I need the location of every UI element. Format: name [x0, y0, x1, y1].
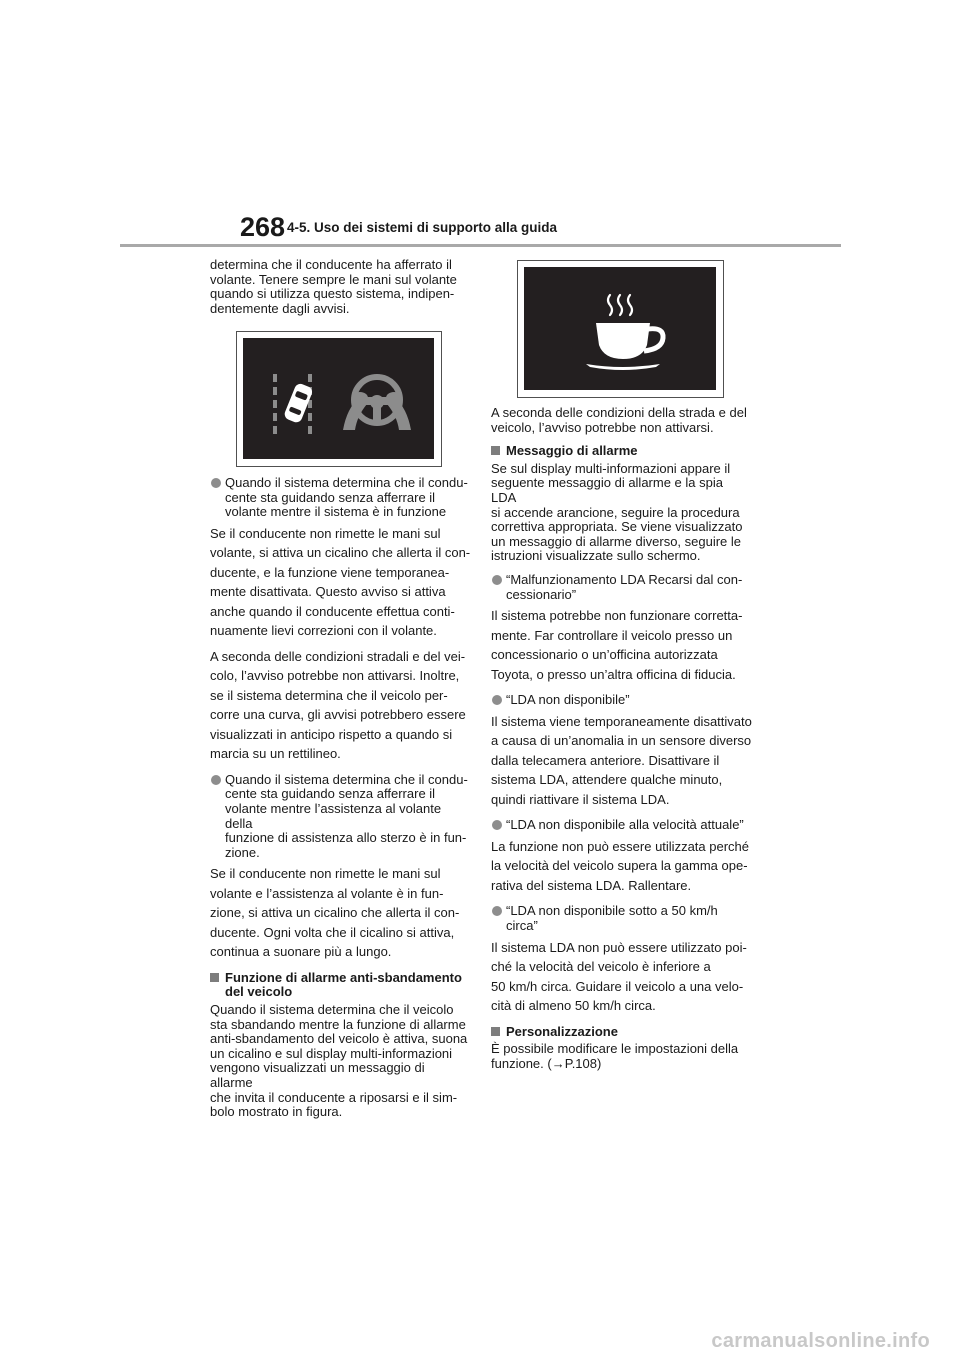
text-line: veicolo, l’avviso potrebbe non attivarsi.	[491, 419, 714, 435]
text-line: ché la velocità del veicolo è inferiore a	[491, 959, 711, 974]
text-line: volante mentre l’assistenza al volante della	[225, 800, 442, 831]
text-line: zione.	[225, 844, 260, 860]
bullet-item	[491, 693, 751, 708]
right-body	[491, 406, 751, 1071]
text-line: si accende arancione, seguire la procedura	[491, 504, 740, 520]
bullet-item	[210, 476, 468, 520]
text-line: volante e l’assistenza al volante è in fun-	[210, 885, 444, 901]
bullet-item	[491, 818, 751, 833]
paragraph	[210, 647, 468, 764]
page-number: 268	[240, 212, 286, 242]
text-line: a causa di un’anomalia in un sensore diverso	[491, 733, 752, 749]
section-heading	[210, 971, 468, 1000]
paragraph	[491, 462, 751, 564]
paragraph	[491, 406, 751, 435]
bullet-item	[491, 573, 751, 602]
text-line: Il sistema LDA non può essere utilizzato poi-	[491, 939, 747, 955]
text-line: Se sul display multi-informazioni appare il	[491, 460, 731, 476]
left-body	[210, 475, 471, 1120]
section-heading	[491, 444, 751, 459]
section-title: 4-5. Uso dei sistemi di supporto alla guida	[287, 220, 558, 235]
text-line: quando si utilizza questo sistema, indipen-	[210, 286, 455, 302]
text-line: Quando il sistema determina che il veicolo	[210, 1002, 454, 1018]
text-line: volante mentre il sistema è in funzione	[225, 504, 447, 520]
text-line: cente sta guidando senza afferrare il	[225, 786, 436, 802]
bullet-dot	[492, 820, 502, 830]
bullet-dot	[492, 906, 502, 916]
text-line: A seconda delle condizioni stradali e del vei-	[210, 648, 466, 664]
bullet-item	[491, 904, 751, 933]
text-line: funzione. (→P.108)	[491, 1055, 602, 1071]
bullet-item	[210, 773, 468, 861]
heading-marker	[491, 1027, 500, 1036]
text-line: volante, si attiva un cicalino che allerta il con-	[210, 545, 471, 561]
paragraph	[491, 712, 751, 810]
paragraph	[210, 1003, 468, 1120]
paragraph	[210, 524, 471, 641]
text-line: marcia su un rettilineo.	[210, 746, 341, 762]
text-line: Personalizzazione	[506, 1023, 618, 1039]
text-line: cità di almeno 50 km/h circa.	[491, 998, 656, 1013]
heading-marker	[491, 446, 500, 455]
paragraph	[491, 938, 751, 1016]
text-line: un messaggio di allarme diverso, seguire le	[491, 533, 742, 549]
text-line: Quando il sistema determina che il condu-	[225, 771, 468, 787]
bullet-dot	[211, 478, 221, 488]
text-line: Messaggio di allarme	[506, 443, 638, 459]
text-line: ducente, e la funzione viene temporanea-	[210, 564, 450, 580]
paragraph	[491, 606, 751, 684]
text-line: cente sta guidando senza afferrare il	[225, 489, 436, 505]
text-line: Quando il sistema determina che il condu-	[225, 475, 468, 490]
text-line: “Malfunzionamento LDA Recarsi dal con-	[506, 571, 743, 587]
text-line: sistema LDA, attendere qualche minuto,	[491, 772, 723, 788]
text-line: anti-sbandamento del veicolo è attiva, suona	[210, 1031, 468, 1047]
text-line: concessionario o un’officina autorizzata	[491, 647, 718, 663]
text-line: bolo mostrato in figura.	[210, 1104, 343, 1120]
paragraph	[491, 837, 751, 896]
text-line: rativa del sistema LDA. Rallentare.	[491, 877, 692, 893]
display-screen	[524, 267, 716, 390]
bullet-dot	[492, 575, 502, 585]
lane-departure-car-icon	[243, 338, 434, 459]
text-line: vengono visualizzati un messaggio di allarme	[210, 1060, 425, 1090]
bullet-dot	[211, 775, 221, 785]
text-line: determina che il conducente ha afferrato il	[210, 257, 452, 272]
text-line: mente. Far controllare il veicolo presso un	[491, 627, 733, 643]
text-line: visualizzati in anticipo rispetto a quando si	[210, 726, 453, 742]
text-line: cessionario”	[506, 586, 577, 602]
coffee-cup-figure	[517, 260, 724, 398]
section-heading	[491, 1025, 751, 1040]
text-line: del veicolo	[225, 984, 293, 1000]
text-line: mente disattivata. Questo avviso si attiva	[210, 584, 446, 600]
text-line: Funzione di allarme anti-sbandamento	[225, 969, 462, 985]
text-line: se il sistema determina che il veicolo per-	[210, 687, 448, 703]
watermark: carmanualsonline.info	[711, 1330, 930, 1352]
text-line: dalla telecamera anteriore. Disattivare il	[491, 752, 720, 768]
paragraph	[491, 1042, 751, 1071]
text-line: La funzione non può essere utilizzata perché	[491, 838, 750, 854]
coffee-cup-icon	[524, 267, 716, 390]
text-line: “LDA non disponibile sotto a 50 km/h circa”	[506, 903, 718, 933]
text-line: quindi riattivare il sistema LDA.	[491, 791, 670, 807]
text-line: A seconda delle condizioni della strada e del	[491, 405, 747, 420]
text-line: nuamente lievi correzioni con il volante.	[210, 623, 437, 639]
text-line: un cicalino e sul display multi-informazioni	[210, 1045, 453, 1061]
text-line: dentemente dagli avvisi.	[210, 300, 350, 316]
hands-off-warning-figure	[236, 331, 442, 467]
text-line: Se il conducente non rimette le mani sul	[210, 866, 441, 882]
text-line: anche quando il conducente effettua conti-	[210, 603, 455, 619]
text-line: che invita il conducente a riposarsi e il sim-	[210, 1089, 458, 1105]
left-intro	[210, 258, 468, 316]
heading-marker	[210, 973, 219, 982]
text-line: Il sistema potrebbe non funzionare corretta-	[491, 608, 743, 624]
text-line: zione, si attiva un cicalino che allerta il con-	[210, 905, 460, 921]
text-line: continua a suonare più a lungo.	[210, 944, 392, 960]
bullet-dot	[492, 695, 502, 705]
text-line: Toyota, o presso un’altra officina di fiducia.	[491, 666, 736, 682]
text-line: “LDA non disponibile alla velocità attuale”	[506, 817, 744, 833]
text-line: Il sistema viene temporaneamente disattivato	[491, 713, 752, 729]
text-line: istruzioni visualizzate sullo schermo.	[491, 548, 701, 564]
text-line: ducente. Ogni volta che il cicalino si attiva,	[210, 924, 455, 940]
paragraph	[210, 864, 468, 962]
header-divider	[120, 244, 841, 247]
text-line: “LDA non disponibile”	[506, 692, 630, 708]
text-line: seguente messaggio di allarme e la spia LDA	[491, 475, 723, 505]
hands-on-steering-wheel-icon	[343, 377, 411, 430]
text-line: correttiva appropriata. Se viene visualizzato	[491, 519, 743, 535]
text-line: 50 km/h circa. Guidare il veicolo a una velo-	[491, 978, 744, 994]
text-line: corre una curva, gli avvisi potrebbero essere	[210, 707, 466, 723]
text-line: funzione di assistenza allo sterzo è in fun-	[225, 830, 467, 846]
text-line: È possibile modificare le impostazioni della	[491, 1041, 739, 1057]
text-line: volante. Tenere sempre le mani sul volante	[210, 271, 457, 287]
text-line: colo, l’avviso potrebbe non attivarsi. Inoltre,	[210, 668, 460, 684]
text-line: la velocità del veicolo supera la gamma ope-	[491, 858, 748, 874]
text-line: Se il conducente non rimette le mani sul	[210, 525, 441, 541]
text-line: sta sbandando mentre la funzione di allarme	[210, 1016, 466, 1032]
display-screen	[243, 338, 434, 459]
